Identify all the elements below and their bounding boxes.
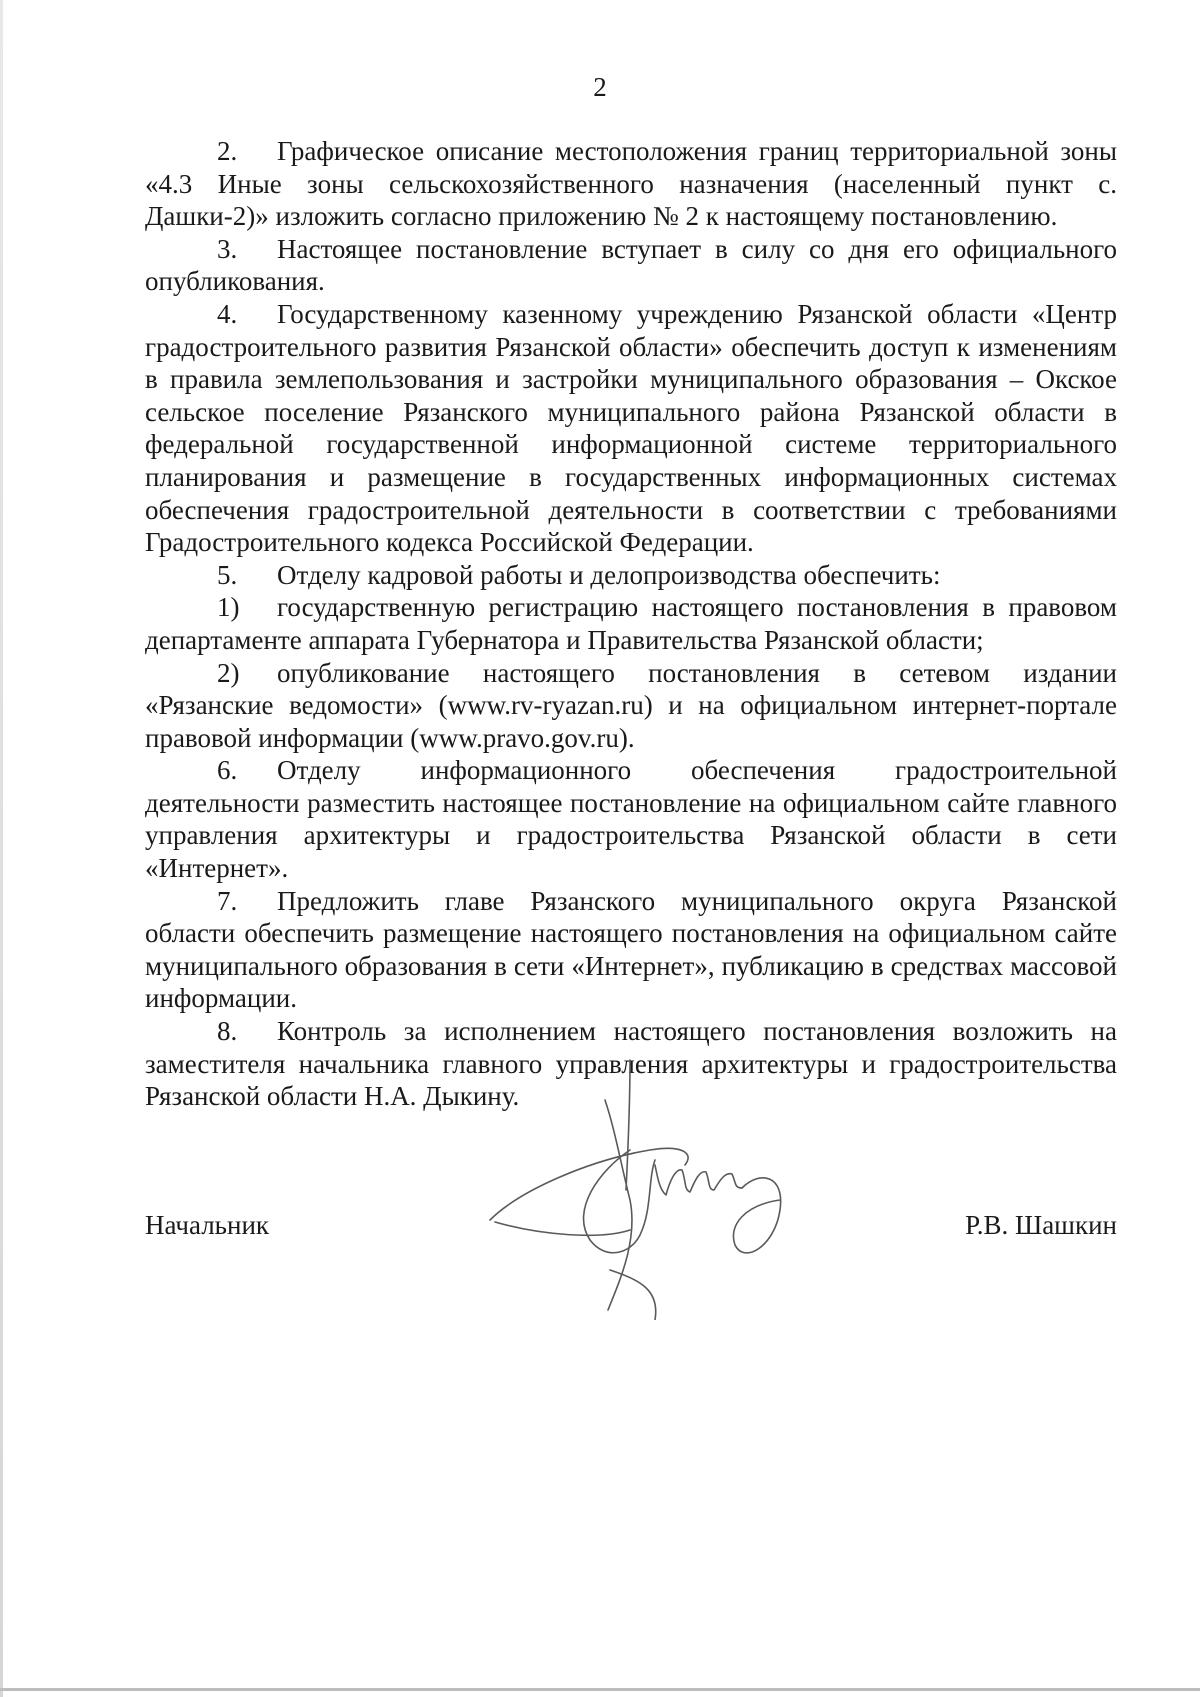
handwritten-signature [480, 1040, 810, 1320]
paragraph-7 [145, 885, 1117, 1015]
paragraph-text: Отделу информационного обеспечения градостроительной деятельности разместить настоящее постановление на официальном сайте главного управления архитектуры и градостроительства Рязанской области в сети «Интернет». [145, 755, 1117, 884]
paragraph-number: 8. [217, 1016, 238, 1047]
paragraph-number: 6. [217, 755, 238, 786]
paragraph-number: 1) [217, 592, 240, 623]
paragraph-text: Контроль за исполнением настоящего постановления возложить на заместителя начальника главного управления архитектуры и градостроительства Рязанской области Н.А. Дыкину. [145, 1016, 1117, 1112]
paragraph-text: государственную регистрацию настоящего постановления в правовом департаменте аппарата Губернатора и Правительства Рязанской области; [145, 592, 1117, 655]
paragraph-number: 2. [217, 136, 238, 166]
paragraph-number: 5. [217, 559, 238, 590]
paragraph-5 [145, 559, 1117, 592]
paragraph-text: Государственному казенному учреждению Рязанской области «Центр градостроительного развития Рязанской области» обеспечить доступ к изменениям в правила землепользования и застройки муниципального образования – Окское сельское поселение Рязанского муниципального района Рязанской области в федеральной государственной информационной системе территориального планирования и размещение в государственных информационных системах обеспечения градостроительной деятельности в соответствии с требованиями Градостроительного кодекса Российской Федерации. [145, 298, 1117, 558]
paragraph-4 [145, 298, 1117, 559]
page-number: 2 [593, 72, 607, 102]
paragraph-text: Графическое описание местоположения границ территориальной зоны «4.3 Иные зоны сельскохозяйственного назначения (населенный пункт с. Дашки-2)» изложить согласно приложению № 2 к настоящему постановлению. [145, 136, 1117, 232]
paragraph-2 [145, 135, 1117, 233]
signatory-name: Р.В. Шашкин [965, 1210, 1117, 1240]
paragraph-text: Отделу кадровой работы и делопроизводства обеспечить: [277, 559, 941, 590]
paragraph-number: 7. [217, 885, 238, 916]
document-body [145, 135, 1117, 1113]
paragraph-number: 3. [217, 233, 238, 264]
subitem-5-2 [145, 657, 1117, 755]
paragraph-6 [145, 754, 1117, 884]
subitem-5-1 [145, 591, 1117, 656]
paragraph-number: 2) [217, 657, 240, 688]
signatory-position: Начальник [145, 1210, 270, 1240]
paragraph-text: опубликование настоящего постановления в сетевом издании «Рязанские ведомости» (www.rv-ryazan.ru) и на официальном интернет-портале правовой информации (www.pravo.gov.ru). [145, 657, 1117, 753]
paragraph-text: Предложить главе Рязанского муниципального округа Рязанской области обеспечить размещение настоящего постановления на официальном сайте муниципального образования в сети «Интернет», публикацию в средствах массовой информации. [145, 885, 1117, 1014]
paragraph-text: Настоящее постановление вступает в силу со дня его официального опубликования. [145, 233, 1117, 297]
scan-edge-left [0, 0, 3, 1697]
paragraph-number: 4. [217, 298, 238, 329]
paragraph-3 [145, 233, 1117, 298]
scan-edge-bottom [0, 1688, 1200, 1691]
